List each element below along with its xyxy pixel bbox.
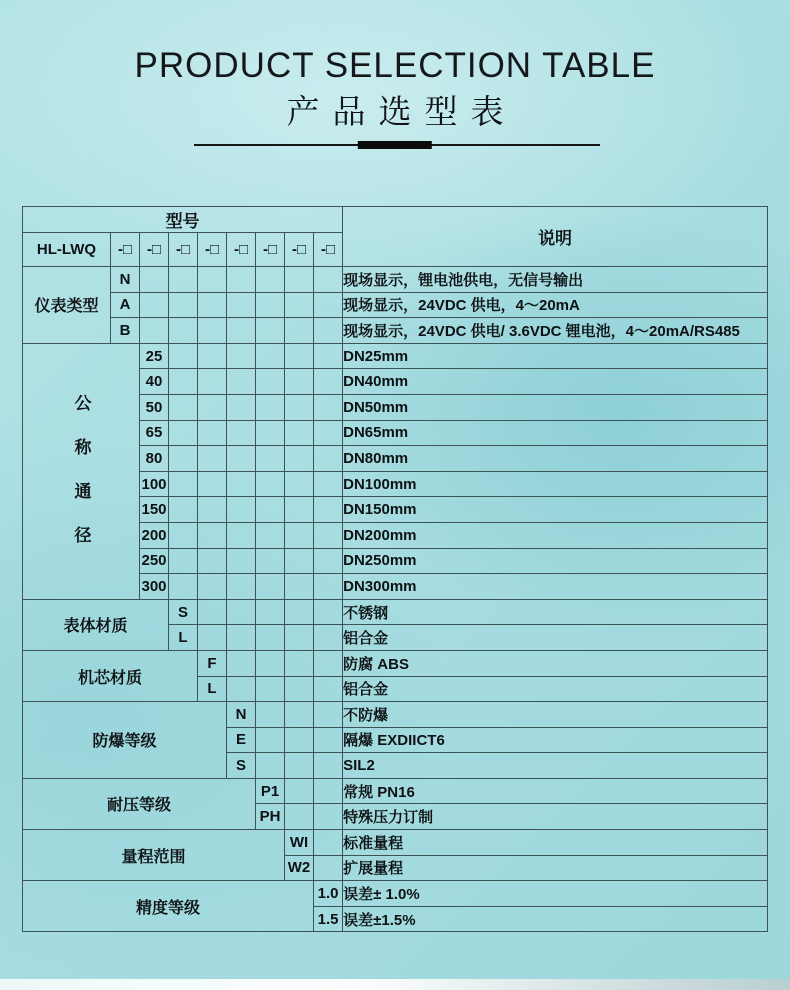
empty-code-cell [285, 676, 314, 702]
empty-code-cell [227, 522, 256, 548]
empty-code-cell [227, 650, 256, 676]
empty-code-cell [285, 446, 314, 472]
desc-cell: DN200mm [343, 522, 768, 548]
empty-code-cell [314, 778, 343, 804]
code-slot-cell: -□ [256, 233, 285, 267]
empty-code-cell [227, 446, 256, 472]
empty-code-cell [314, 394, 343, 420]
empty-code-cell [256, 446, 285, 472]
table-row [23, 292, 768, 318]
empty-code-cell [169, 522, 198, 548]
code-cell: B [111, 318, 140, 344]
empty-code-cell [256, 574, 285, 600]
table-row [23, 702, 768, 728]
code-cell: 250 [140, 548, 169, 574]
desc-cell: 误差± 1.0% [343, 881, 768, 907]
code-cell: 150 [140, 497, 169, 523]
code-cell: 1.5 [314, 906, 343, 932]
selection-table [22, 206, 768, 932]
empty-code-cell [314, 343, 343, 369]
empty-code-cell [198, 574, 227, 600]
desc-cell: 标准量程 [343, 830, 768, 856]
empty-code-cell [198, 267, 227, 293]
empty-code-cell [256, 548, 285, 574]
table-row [23, 650, 768, 676]
code-cell: 40 [140, 369, 169, 395]
desc-cell: DN150mm [343, 497, 768, 523]
empty-code-cell [198, 292, 227, 318]
empty-code-cell [285, 267, 314, 293]
empty-code-cell [198, 471, 227, 497]
empty-code-cell [227, 471, 256, 497]
page-title-zh: 产品选型表 [286, 93, 517, 130]
code-cell: 300 [140, 574, 169, 600]
code-slot-cell: -□ [285, 233, 314, 267]
code-cell: WI [285, 830, 314, 856]
code-cell: S [227, 753, 256, 779]
empty-code-cell [227, 676, 256, 702]
desc-cell: DN50mm [343, 394, 768, 420]
empty-code-cell [314, 676, 343, 702]
desc-cell: 防腐 ABS [343, 650, 768, 676]
code-slot-cell: -□ [227, 233, 256, 267]
empty-code-cell [227, 599, 256, 625]
empty-code-cell [169, 420, 198, 446]
code-cell: 1.0 [314, 881, 343, 907]
empty-code-cell [256, 292, 285, 318]
empty-code-cell [314, 702, 343, 728]
empty-code-cell [169, 497, 198, 523]
code-cell: PH [256, 804, 285, 830]
empty-code-cell [285, 753, 314, 779]
section-label-cell: 仪表类型 [23, 267, 111, 344]
desc-cell: 现场显示，锂电池供电，无信号输出 [343, 267, 768, 293]
desc-cell: 常规 PN16 [343, 778, 768, 804]
desc-cell: DN80mm [343, 446, 768, 472]
empty-code-cell [256, 522, 285, 548]
empty-code-cell [314, 599, 343, 625]
empty-code-cell [285, 702, 314, 728]
table-row [23, 778, 768, 804]
empty-code-cell [256, 394, 285, 420]
empty-code-cell [285, 522, 314, 548]
empty-code-cell [314, 753, 343, 779]
desc-cell: DN300mm [343, 574, 768, 600]
empty-code-cell [169, 574, 198, 600]
empty-code-cell [314, 471, 343, 497]
desc-cell: 不锈钢 [343, 599, 768, 625]
section-label-cell: 防爆等级 [23, 702, 227, 779]
empty-code-cell [256, 599, 285, 625]
empty-code-cell [227, 625, 256, 651]
section-label-cell: 表体材质 [23, 599, 169, 650]
code-cell: 25 [140, 343, 169, 369]
empty-code-cell [314, 318, 343, 344]
desc-cell: 扩展量程 [343, 855, 768, 881]
empty-code-cell [314, 292, 343, 318]
section-label-vertical: 公称通径 [71, 394, 91, 571]
code-slot-cell: -□ [198, 233, 227, 267]
desc-cell: SIL2 [343, 753, 768, 779]
code-cell: S [169, 599, 198, 625]
code-cell: E [227, 727, 256, 753]
empty-code-cell [285, 497, 314, 523]
table-row [23, 343, 768, 369]
section-label-cell: 机芯材质 [23, 650, 198, 701]
empty-code-cell [227, 267, 256, 293]
section-label-cell: 耐压等级 [23, 778, 256, 829]
empty-code-cell [285, 804, 314, 830]
empty-code-cell [198, 497, 227, 523]
desc-cell: DN65mm [343, 420, 768, 446]
desc-cell: DN25mm [343, 343, 768, 369]
empty-code-cell [227, 369, 256, 395]
empty-code-cell [314, 855, 343, 881]
empty-code-cell [256, 625, 285, 651]
empty-code-cell [169, 292, 198, 318]
empty-code-cell [314, 420, 343, 446]
empty-code-cell [285, 625, 314, 651]
empty-code-cell [227, 548, 256, 574]
empty-code-cell [140, 318, 169, 344]
code-cell: A [111, 292, 140, 318]
code-cell: 80 [140, 446, 169, 472]
empty-code-cell [285, 471, 314, 497]
empty-code-cell [314, 650, 343, 676]
empty-code-cell [285, 778, 314, 804]
empty-code-cell [227, 574, 256, 600]
code-cell: L [198, 676, 227, 702]
empty-code-cell [227, 318, 256, 344]
empty-code-cell [198, 318, 227, 344]
empty-code-cell [285, 369, 314, 395]
code-cell: N [111, 267, 140, 293]
empty-code-cell [140, 267, 169, 293]
empty-code-cell [314, 497, 343, 523]
divider-accent-bar [358, 141, 432, 149]
desc-cell: 不防爆 [343, 702, 768, 728]
empty-code-cell [285, 292, 314, 318]
empty-code-cell [256, 267, 285, 293]
empty-code-cell [285, 343, 314, 369]
empty-code-cell [198, 599, 227, 625]
empty-code-cell [227, 394, 256, 420]
empty-code-cell [314, 625, 343, 651]
code-cell: N [227, 702, 256, 728]
title-divider [194, 144, 600, 146]
desc-cell: DN100mm [343, 471, 768, 497]
code-cell: W2 [285, 855, 314, 881]
empty-code-cell [314, 804, 343, 830]
model-prefix-cell: HL-LWQ [23, 233, 111, 267]
section-label-cell: 精度等级 [23, 881, 314, 932]
empty-code-cell [227, 343, 256, 369]
table-row [23, 207, 768, 233]
empty-code-cell [256, 650, 285, 676]
code-cell: 50 [140, 394, 169, 420]
empty-code-cell [256, 471, 285, 497]
empty-code-cell [285, 599, 314, 625]
code-cell: F [198, 650, 227, 676]
desc-cell: 现场显示，24VDC 供电，4～20mA [343, 292, 768, 318]
code-slot-cell: -□ [169, 233, 198, 267]
empty-code-cell [198, 548, 227, 574]
code-slot-cell: -□ [314, 233, 343, 267]
empty-code-cell [169, 343, 198, 369]
empty-code-cell [285, 318, 314, 344]
table-row [23, 881, 768, 907]
empty-code-cell [314, 574, 343, 600]
empty-code-cell [169, 369, 198, 395]
empty-code-cell [256, 497, 285, 523]
empty-code-cell [314, 446, 343, 472]
empty-code-cell [256, 727, 285, 753]
desc-cell: 现场显示，24VDC 供电/ 3.6VDC 锂电池，4～20mA/RS485 [343, 318, 768, 344]
code-cell: L [169, 625, 198, 651]
empty-code-cell [227, 292, 256, 318]
table-row [23, 318, 768, 344]
code-slot-cell: -□ [140, 233, 169, 267]
empty-code-cell [169, 267, 198, 293]
empty-code-cell [256, 343, 285, 369]
empty-code-cell [169, 318, 198, 344]
code-cell: 100 [140, 471, 169, 497]
empty-code-cell [169, 548, 198, 574]
empty-code-cell [256, 753, 285, 779]
empty-code-cell [198, 343, 227, 369]
empty-code-cell [198, 369, 227, 395]
empty-code-cell [256, 318, 285, 344]
empty-code-cell [314, 369, 343, 395]
code-cell: 65 [140, 420, 169, 446]
empty-code-cell [285, 548, 314, 574]
code-cell: P1 [256, 778, 285, 804]
table-row [23, 830, 768, 856]
empty-code-cell [314, 830, 343, 856]
empty-code-cell [169, 471, 198, 497]
model-header-cell: 型号 [23, 207, 343, 233]
footer-gradient-strip [0, 979, 790, 990]
desc-cell: 特殊压力订制 [343, 804, 768, 830]
empty-code-cell [256, 702, 285, 728]
table-row [23, 267, 768, 293]
empty-code-cell [169, 446, 198, 472]
empty-code-cell [227, 420, 256, 446]
empty-code-cell [198, 420, 227, 446]
empty-code-cell [198, 522, 227, 548]
desc-cell: DN40mm [343, 369, 768, 395]
empty-code-cell [285, 650, 314, 676]
empty-code-cell [256, 420, 285, 446]
desc-cell: 铝合金 [343, 625, 768, 651]
empty-code-cell [198, 446, 227, 472]
empty-code-cell [256, 369, 285, 395]
empty-code-cell [285, 574, 314, 600]
empty-code-cell [314, 522, 343, 548]
empty-code-cell [314, 548, 343, 574]
section-label-cell: 量程范围 [23, 830, 285, 881]
code-cell: 200 [140, 522, 169, 548]
empty-code-cell [198, 394, 227, 420]
empty-code-cell [285, 394, 314, 420]
empty-code-cell [198, 625, 227, 651]
empty-code-cell [314, 727, 343, 753]
empty-code-cell [256, 676, 285, 702]
empty-code-cell [227, 497, 256, 523]
section-label-cell [23, 343, 140, 599]
desc-cell: 误差±1.5% [343, 906, 768, 932]
empty-code-cell [285, 420, 314, 446]
code-slot-cell: -□ [111, 233, 140, 267]
empty-code-cell [285, 727, 314, 753]
empty-code-cell [314, 267, 343, 293]
desc-cell: 隔爆 EXDIICT6 [343, 727, 768, 753]
desc-cell: 铝合金 [343, 676, 768, 702]
desc-cell: DN250mm [343, 548, 768, 574]
empty-code-cell [140, 292, 169, 318]
empty-code-cell [169, 394, 198, 420]
page-title-en: PRODUCT SELECTION TABLE [134, 46, 656, 85]
desc-header-cell: 说明 [343, 207, 768, 267]
table-row [23, 599, 768, 625]
